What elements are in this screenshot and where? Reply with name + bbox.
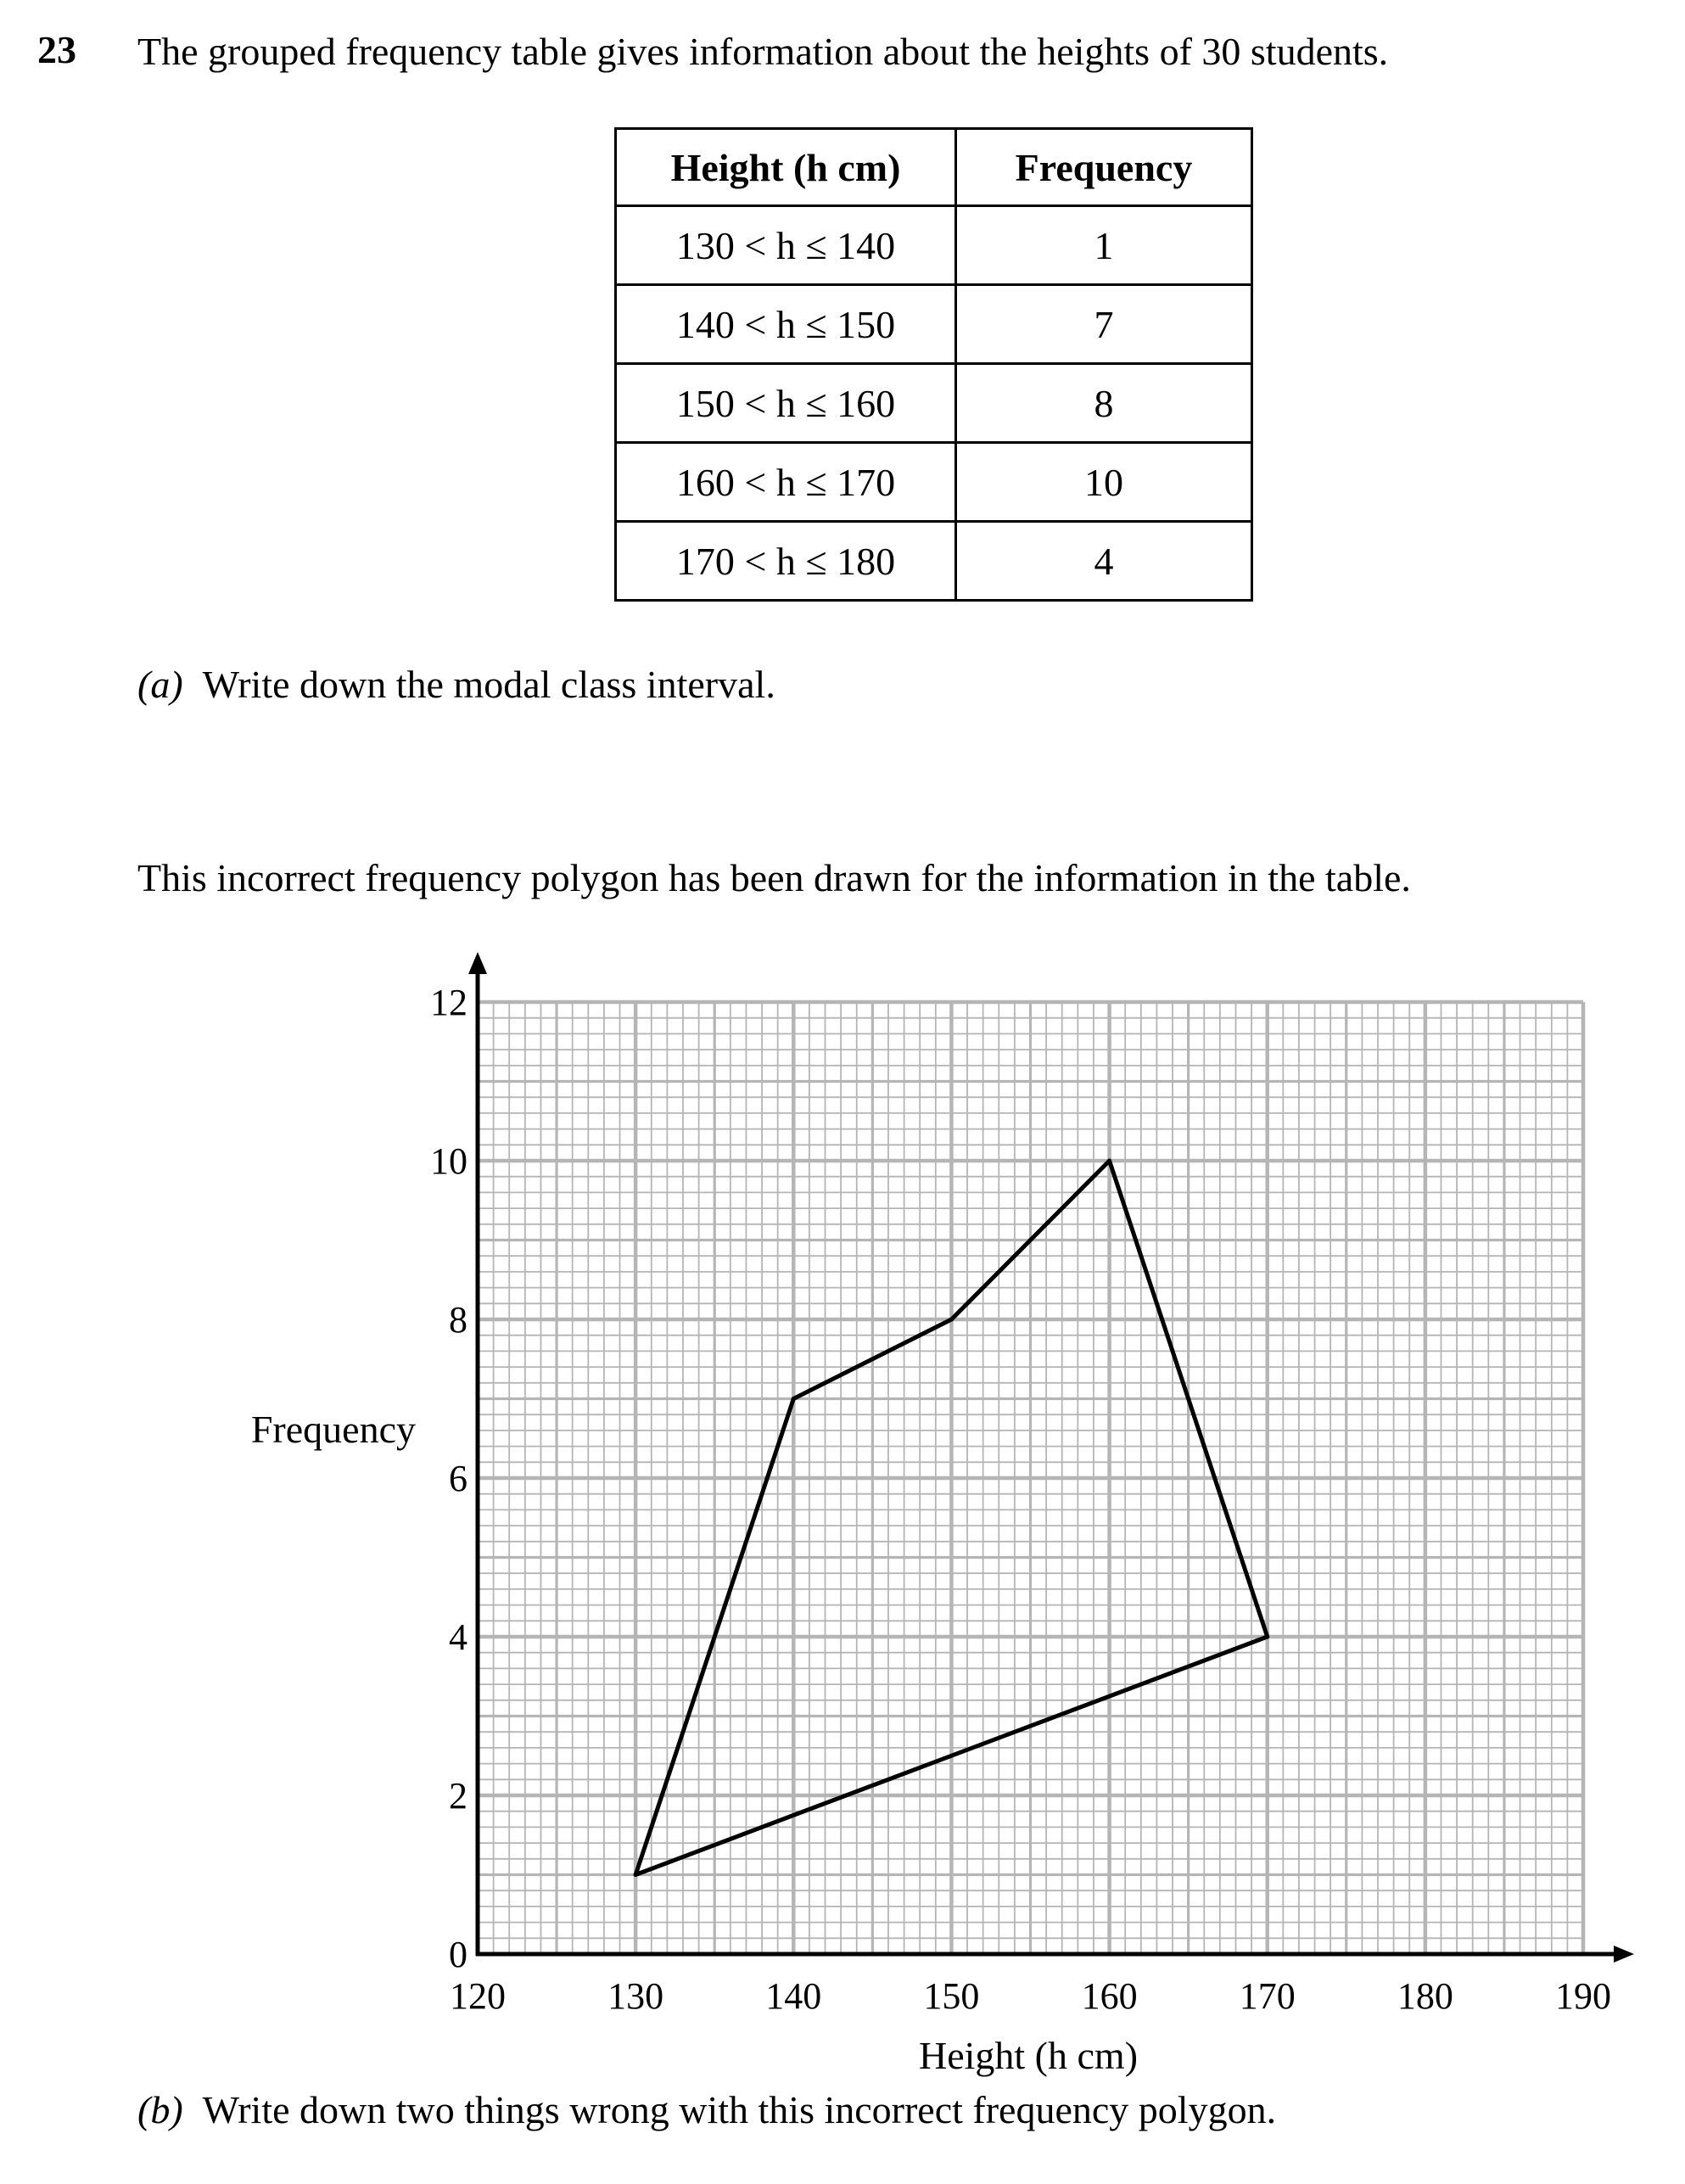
x-tick-label: 170 [1239, 1975, 1296, 2017]
interval-cell: 170 < h ≤ 180 [616, 522, 956, 601]
interval-cell: 130 < h ≤ 140 [616, 206, 956, 285]
part-b-label: (b) [137, 2088, 183, 2131]
x-axis-label: Height (h cm) [918, 2034, 1139, 2077]
data-point [1107, 1159, 1111, 1163]
x-tick-label: 160 [1081, 1975, 1138, 2017]
x-axis-arrow [1614, 1946, 1634, 1963]
interval-cell: 140 < h ≤ 150 [616, 285, 956, 364]
x-tick-label: 140 [765, 1975, 822, 2017]
y-tick-label: 10 [430, 1140, 467, 1182]
part-a-text: Write down the modal class interval. [202, 663, 775, 706]
data-point [1265, 1635, 1269, 1639]
data-point [949, 1318, 954, 1322]
frequency-cell: 10 [956, 443, 1252, 522]
y-tick-label: 0 [449, 1934, 467, 1975]
x-tick-label: 120 [450, 1975, 506, 2017]
frequency-cell: 4 [956, 522, 1252, 601]
frequency-cell: 8 [956, 364, 1252, 443]
question-intro: The grouped frequency table gives information about the heights of 30 students. [137, 30, 1389, 73]
y-tick-label: 6 [449, 1458, 467, 1499]
frequency-cell: 1 [956, 206, 1252, 285]
interval-cell: 160 < h ≤ 170 [616, 443, 956, 522]
frequency-cell: 7 [956, 285, 1252, 364]
interval-cell: 150 < h ≤ 160 [616, 364, 956, 443]
y-tick-label: 4 [449, 1616, 467, 1658]
x-tick-label: 190 [1555, 1975, 1611, 2017]
data-point [792, 1397, 796, 1401]
y-tick-label: 12 [430, 982, 467, 1023]
part-b-text: Write down two things wrong with this incorrect frequency polygon. [202, 2088, 1277, 2131]
question-number: 23 [37, 28, 76, 71]
x-tick-label: 130 [607, 1975, 664, 2017]
data-point [634, 1873, 638, 1877]
part-a-label: (a) [137, 663, 183, 706]
header-height: Height (h cm) [616, 129, 956, 206]
x-tick-label: 180 [1397, 1975, 1453, 2017]
header-frequency: Frequency [956, 129, 1252, 206]
x-tick-label: 150 [923, 1975, 980, 2017]
y-tick-label: 8 [449, 1299, 467, 1341]
polygon-intro: This incorrect frequency polygon has been drawn for the information in the table. [137, 856, 1411, 899]
tick-labels [430, 982, 1611, 2017]
part-b-question [137, 2087, 1276, 2132]
y-axis-label: Frequency [250, 1408, 416, 1451]
y-tick-label: 2 [449, 1775, 467, 1817]
y-axis-arrow [468, 952, 487, 974]
